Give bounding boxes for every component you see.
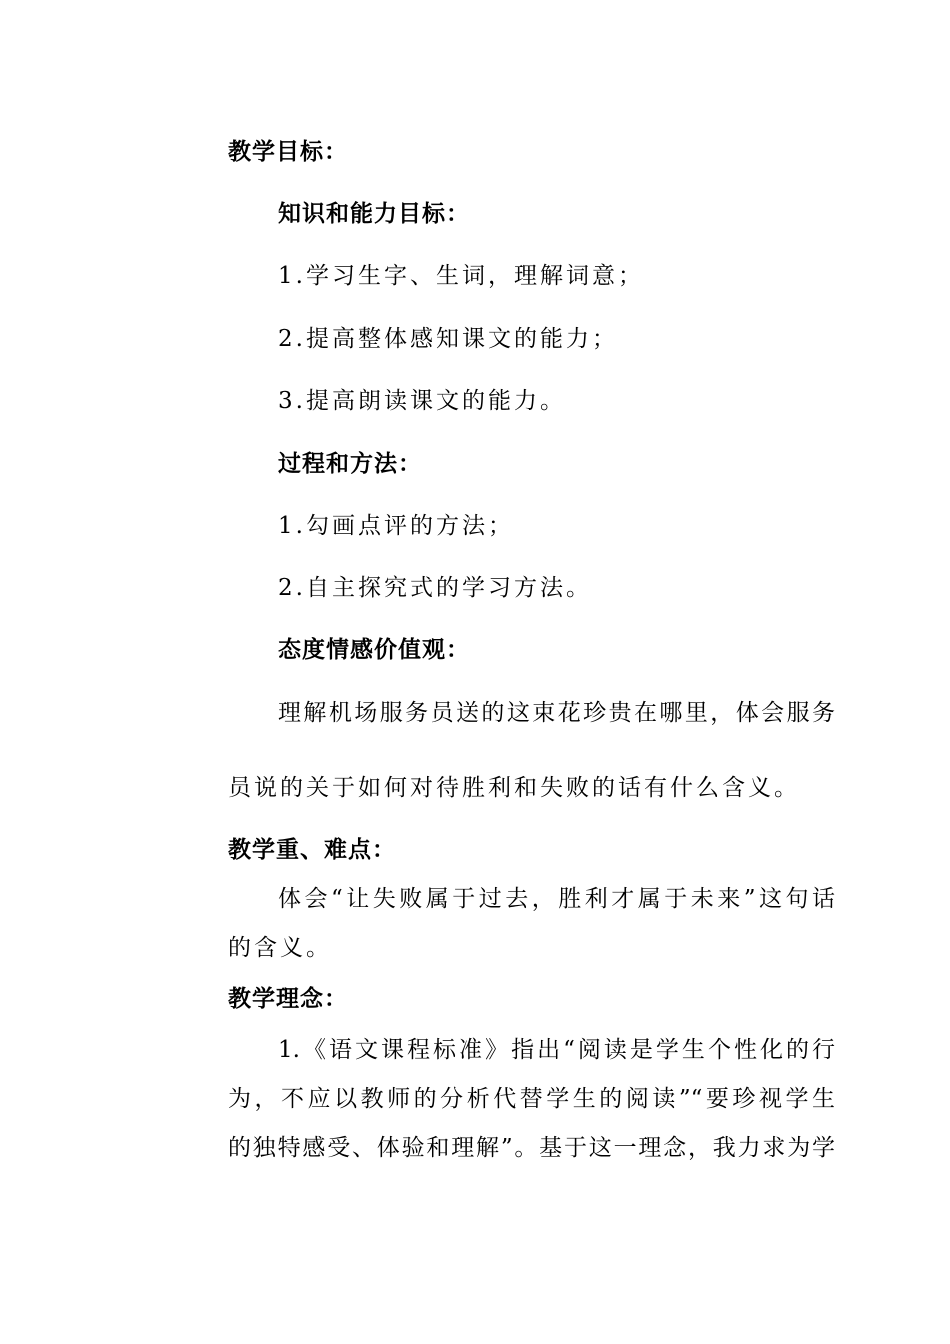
attitude-paragraph-line: 员说的关于如何对待胜利和失败的话有什么含义。 [228,775,800,801]
knowledge-item: 1.学习生字、生词，理解词意； [278,263,644,289]
keypoints-paragraph-line: 体会“让失败属于过去，胜利才属于未来”这句话 [278,886,835,912]
philosophy-paragraph-line: 的独特感受、体验和理解”。基于这一理念，我力求为学 [228,1135,835,1161]
objectives-heading: 教学目标： [228,138,348,165]
process-item: 2.自主探究式的学习方法。 [278,575,592,601]
process-item: 1.勾画点评的方法； [278,513,514,539]
philosophy-heading: 教学理念： [228,985,348,1012]
attitude-paragraph-line: 理解机场服务员送的这束花珍贵在哪里，体会服务 [278,700,835,726]
keypoints-heading: 教学重、难点： [228,836,396,863]
knowledge-heading: 知识和能力目标： [278,200,470,227]
keypoints-paragraph-line: 的含义。 [228,935,332,961]
knowledge-item: 3.提高朗读课文的能力。 [278,388,566,414]
philosophy-paragraph-line: 1.《语文课程标准》指出“阅读是学生个性化的行 [278,1037,835,1063]
attitude-heading: 态度情感价值观： [278,636,470,663]
philosophy-paragraph-line: 为，不应以教师的分析代替学生的阅读”“要珍视学生 [228,1086,835,1112]
knowledge-item: 2.提高整体感知课文的能力； [278,326,618,352]
process-heading: 过程和方法： [278,450,422,477]
